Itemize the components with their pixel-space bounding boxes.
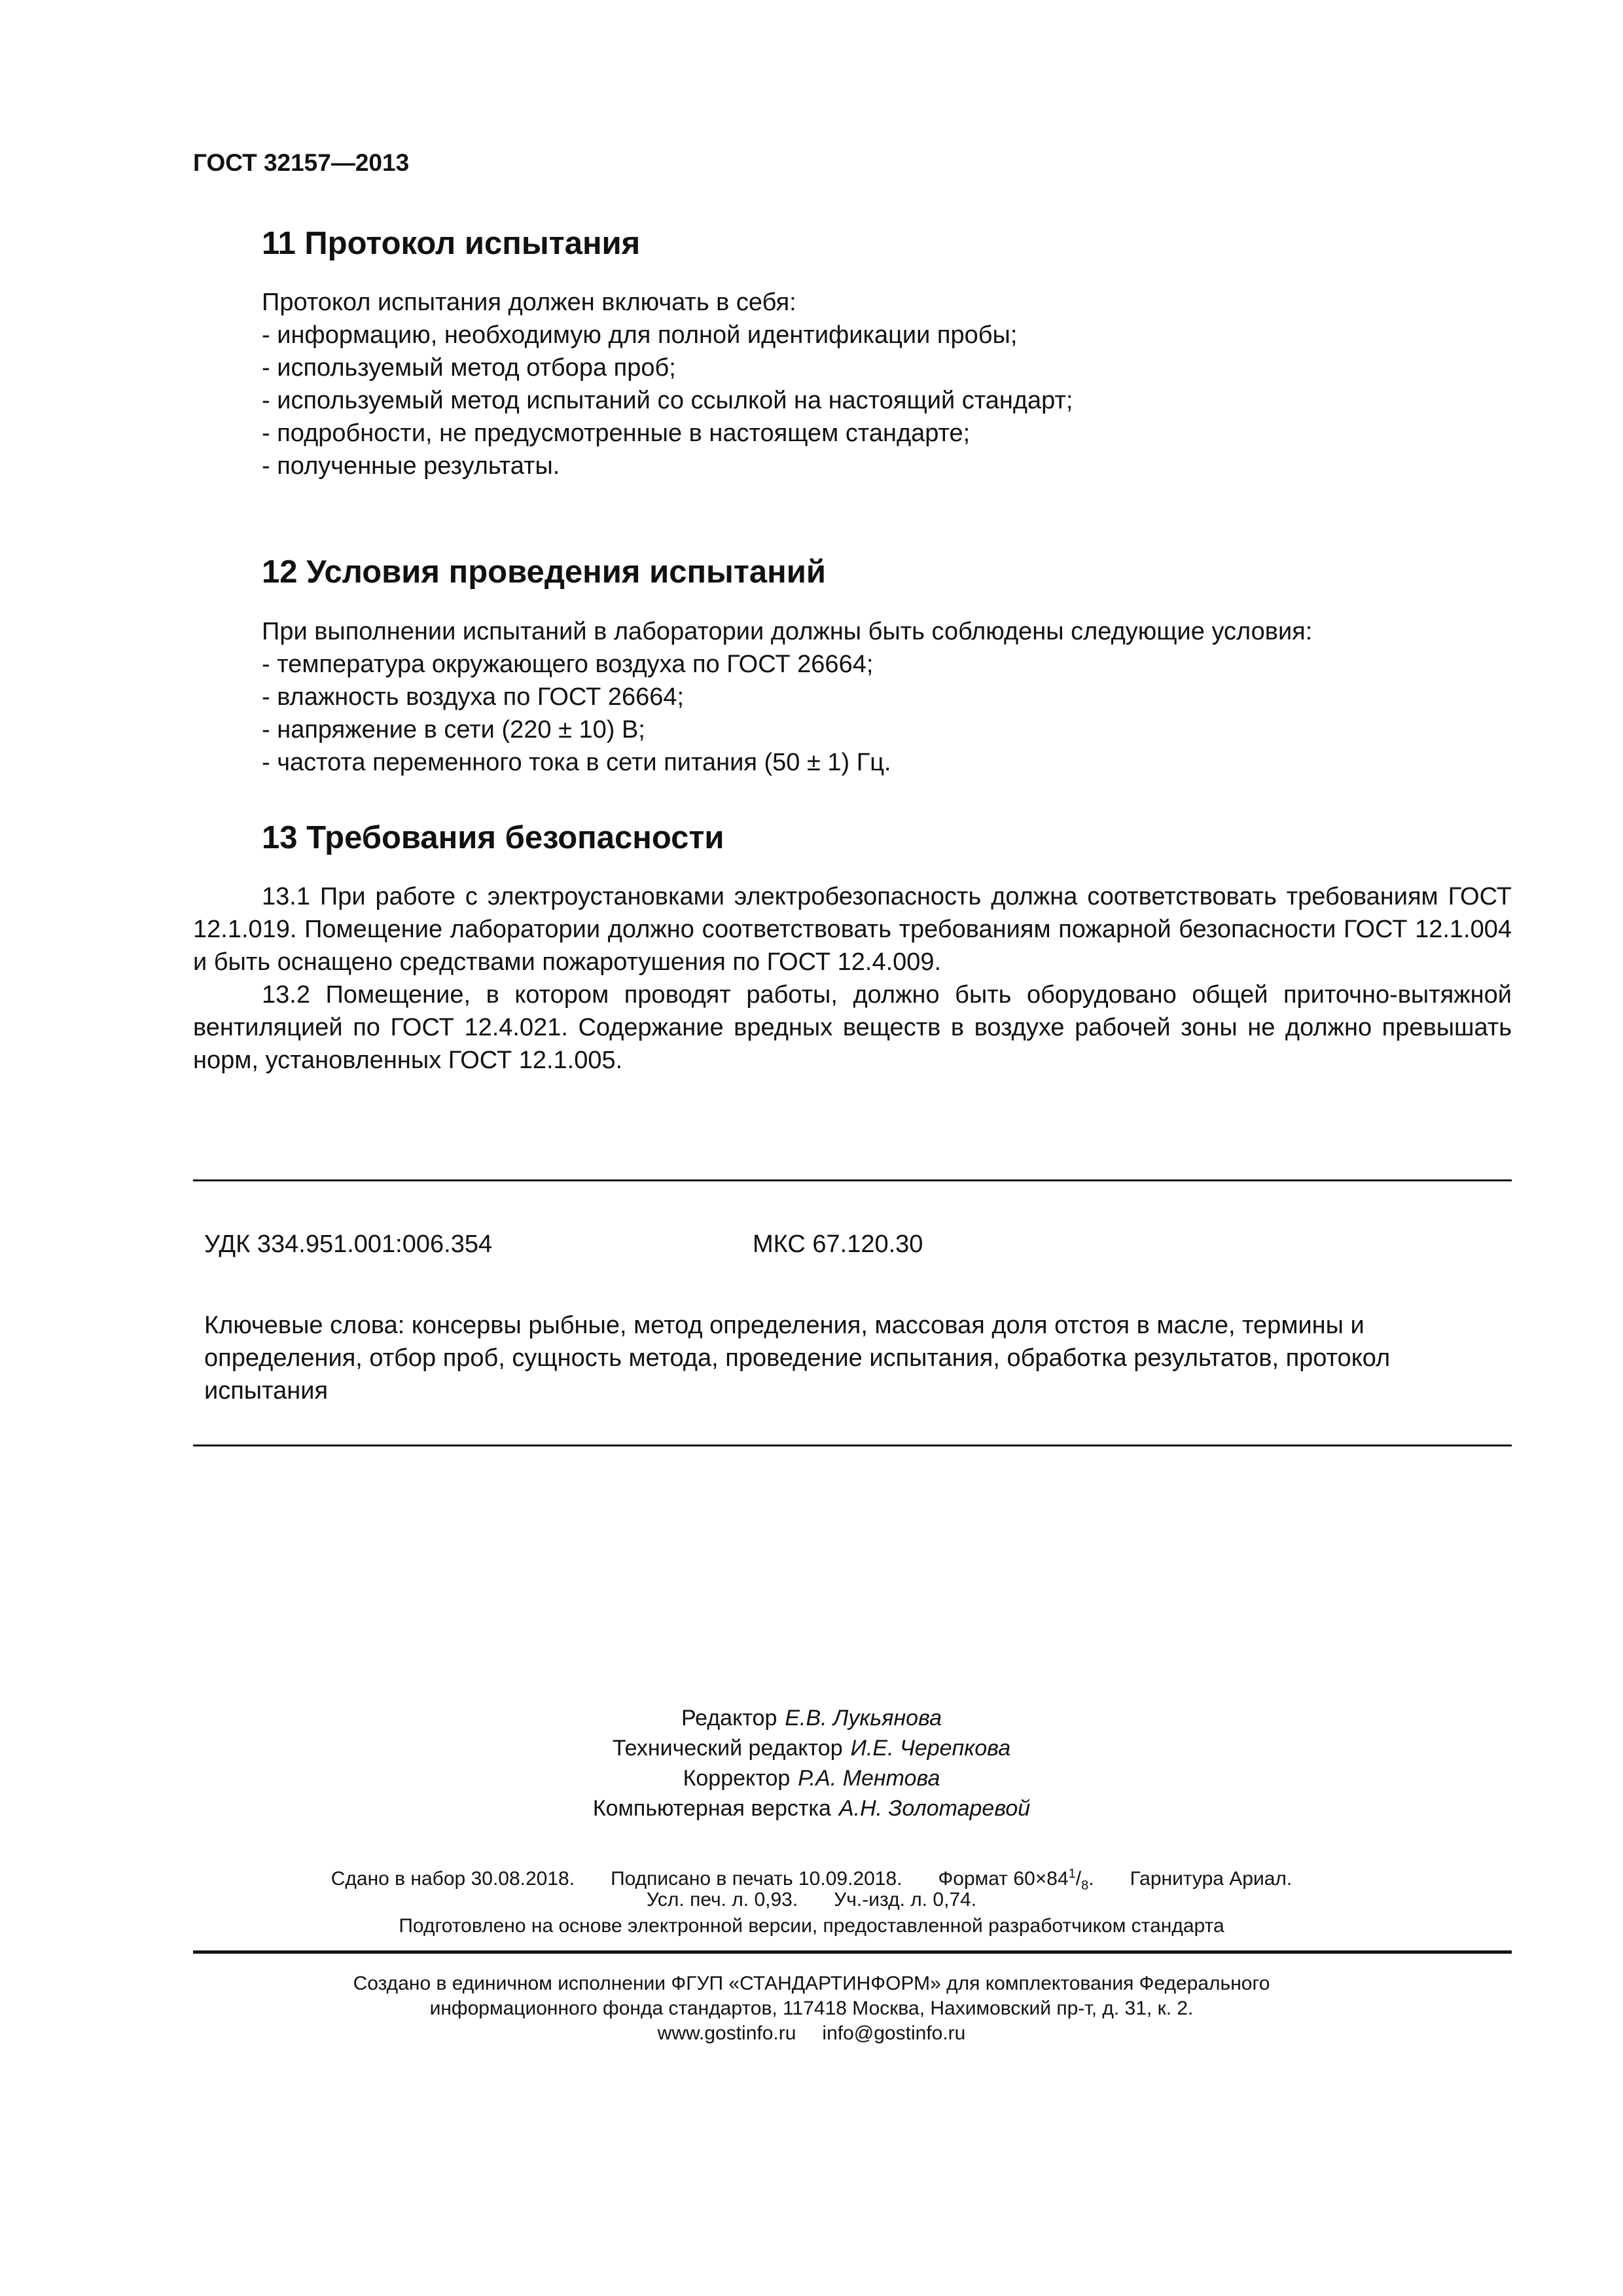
section-11-intro: Протокол испытания должен включать в себя: — [262, 289, 796, 316]
publisher-line-1: Создано в единичном исполнении ФГУП «СТАНДАРТИНФОРМ» для комплектования Федерального — [353, 1973, 1270, 1994]
section-11-item: - полученные результаты. — [262, 452, 560, 480]
paper-format: Формат $60\times 84^1/_8$. — [938, 1867, 1094, 1893]
udk-code: УДК 334.951.001:006.354 — [204, 1230, 493, 1258]
paragraph-13-1: 13.1 При работе с электроустановками электробезопасность должна соответствовать требованиям ГОСТ 12.1.019. Помещение лаборатории должно соответствовать требованиям пожарной безопасности ГОСТ 12.1.004 и быть оснащено средствами пожаротушения по ГОСТ 12.4.009. — [193, 883, 1512, 976]
publisher-line-2: информационного фонда стандартов, 117418 Москва, Нахимовский пр-т, д. 31, к. 2. — [429, 1998, 1194, 2019]
credit-line — [0, 1704, 1623, 1732]
section-13-title: 13 Требования безопасности — [262, 820, 724, 855]
imprint-line-2 — [0, 1888, 1623, 1912]
mks-code: МКС 67.120.30 — [753, 1230, 923, 1258]
document-code: ГОСТ 32157—2013 — [193, 149, 410, 176]
credit-role: Технический редактор — [612, 1736, 843, 1761]
section-12-item: - частота переменного тока в сети питания (50 ± 1) Гц. — [262, 749, 891, 776]
website-link[interactable]: www.gostinfo.ru — [657, 2022, 796, 2044]
signed-date: Подписано в печать 10.09.2018. — [611, 1868, 902, 1890]
publisher-contacts — [0, 2021, 1623, 2046]
section-12-intro: При выполнении испытаний в лаборатории должны быть соблюдены следующие условия: — [262, 618, 1313, 645]
submitted-date: Сдано в набор 30.08.2018. — [330, 1868, 575, 1890]
divider-bottom — [193, 1444, 1512, 1446]
credit-line — [0, 1795, 1623, 1823]
typeface: Гарнитура Ариал. — [1130, 1868, 1293, 1890]
credit-line — [0, 1734, 1623, 1763]
print-sheets: Усл. печ. л. 0,93. — [646, 1889, 798, 1910]
section-12-title: 12 Условия проведения испытаний — [262, 554, 826, 590]
credit-role: Корректор — [683, 1766, 791, 1791]
email-link[interactable]: info@gostinfo.ru — [822, 2022, 966, 2044]
credit-person: А.Н. Золотаревой — [838, 1796, 1031, 1821]
publishing-sheets: Уч.-изд. л. 0,74. — [834, 1889, 977, 1910]
credit-person: Р.А. Ментова — [798, 1766, 940, 1791]
divider-top — [193, 1179, 1512, 1181]
credit-role: Компьютерная верстка — [592, 1796, 831, 1821]
credit-line — [0, 1765, 1623, 1793]
credit-person: И.Е. Черепкова — [850, 1736, 1011, 1761]
paragraph-13-2: 13.2 Помещение, в котором проводят работы, должно быть оборудовано общей приточно-вытяжной вентиляцией по ГОСТ 12.4.021. Содержание вредных веществ в воздухе рабочей зоны не должно превышать норм, установленных ГОСТ 12.1.005. — [193, 981, 1512, 1074]
imprint-divider — [193, 1950, 1512, 1954]
section-11-item: - информацию, необходимую для полной идентификации пробы; — [262, 321, 1018, 349]
section-11-title: 11 Протокол испытания — [262, 226, 641, 261]
credit-role: Редактор — [681, 1706, 777, 1731]
section-11-item: - используемый метод испытаний со ссылкой на настоящий стандарт; — [262, 387, 1073, 414]
section-12-item: - напряжение в сети (220 ± 10) В; — [262, 716, 645, 744]
section-12-item: - влажность воздуха по ГОСТ 26664; — [262, 683, 685, 711]
prepared-note: Подготовлено на основе электронной версии, предоставленной разработчиком стандарта — [399, 1915, 1224, 1937]
credit-person: Е.В. Лукьянова — [785, 1706, 942, 1731]
section-11-item: - используемый метод отбора проб; — [262, 354, 676, 382]
section-12-item: - температура окружающего воздуха по ГОСТ 26664; — [262, 651, 874, 678]
keywords: Ключевые слова: консервы рыбные, метод определения, массовая доля отстоя в масле, термины и определения, отбор проб, сущность метода, проведение испытания, обработка результатов, протокол испытания — [204, 1312, 1391, 1405]
section-11-item: - подробности, не предусмотренные в настоящем стандарте; — [262, 420, 971, 447]
